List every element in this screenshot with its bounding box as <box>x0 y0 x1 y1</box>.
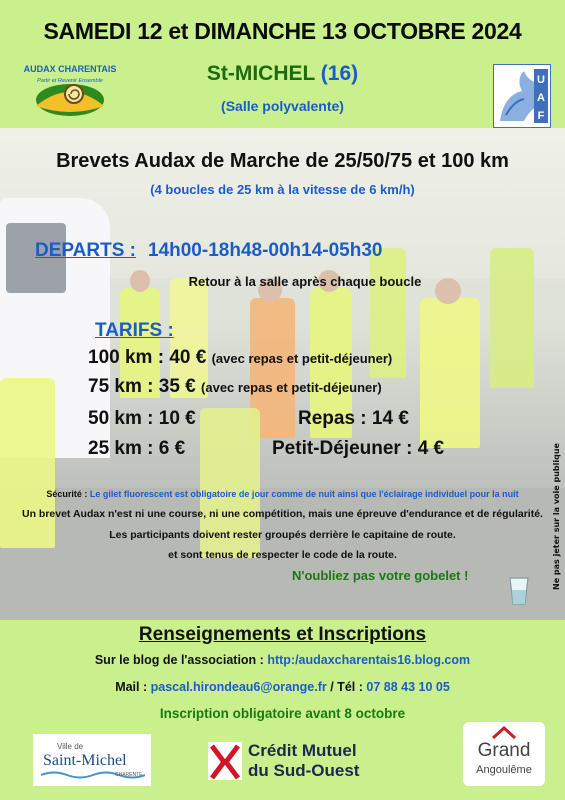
angouleme-text: Angoulême <box>476 764 532 776</box>
inscription-deadline: Inscription obligatoire avant 8 octobre <box>159 706 406 721</box>
rule-line: Les participants doivent rester groupés derrière le capitaine de route. <box>109 529 456 541</box>
tel-link[interactable]: 07 88 43 10 05 <box>366 680 450 694</box>
uaf-logo <box>493 64 551 128</box>
tarif-row <box>88 347 392 369</box>
credit-mutuel-icon <box>208 742 242 780</box>
tarif-note: (avec repas et petit-déjeuner) <box>201 380 382 395</box>
tarifs-label: TARIFS : <box>95 320 174 341</box>
brevets-title: Brevets Audax de Marche de 25/50/75 et 100 km <box>56 150 509 172</box>
tarif-row <box>88 408 196 430</box>
brevets-subtitle: (4 boucles de 25 km à la vitesse de 6 km/h) <box>150 182 415 197</box>
svg-text:AUDAX CHARENTAIS: AUDAX CHARENTAIS <box>23 64 117 74</box>
side-notice: Ne pas jeter sur la voie publique <box>552 443 561 590</box>
svg-text:Partir et Revenir Ensemble: Partir et Revenir Ensemble <box>37 78 103 84</box>
venue-text: (Salle polyvalente) <box>221 98 344 114</box>
mail-link[interactable]: pascal.hirondeau6@orange.fr <box>150 680 327 694</box>
credit-mutuel-line1: Crédit Mutuel <box>248 741 357 760</box>
renseignements-title: Renseignements et Inscriptions <box>138 624 427 645</box>
retour-text: Retour à la salle après chaque boucle <box>188 274 422 289</box>
tel-label: / Tél : <box>330 680 363 694</box>
securite-label: Sécurité : <box>46 489 88 499</box>
grand-angouleme-logo <box>463 722 545 786</box>
departs-label: DEPARTS : <box>35 240 136 261</box>
securite-text: Le gilet fluorescent est obligatoire de jour comme de nuit ainsi que l'éclairage individuel pour la nuit <box>89 489 519 499</box>
departs-times: 14h00-18h48-00h14-05h30 <box>148 240 383 261</box>
saint-michel-small: Ville de <box>57 742 84 751</box>
blog-label: Sur le blog de l'association : <box>94 653 264 667</box>
tarif-price: 25 km : 6 € <box>88 438 186 459</box>
svg-text:U: U <box>537 74 545 86</box>
event-date-heading: SAMEDI 12 et DIMANCHE 13 OCTOBRE 2024 <box>43 18 522 44</box>
blog-link[interactable]: http:/audaxcharentais16.blog.com <box>267 653 471 667</box>
petit-dejeuner-price: Petit-Déjeuner : 4 € <box>272 438 445 459</box>
tarif-row <box>88 376 382 398</box>
mail-label: Mail : <box>115 680 148 694</box>
city-dept: (16) <box>320 62 359 85</box>
gobelet-reminder: N'oubliez pas votre gobelet ! <box>292 568 469 583</box>
tarif-price: 100 km : 40 € <box>88 347 207 368</box>
audax-charentais-logo <box>22 58 118 124</box>
city-name: St-MICHEL <box>206 62 315 85</box>
tarif-row <box>88 438 185 460</box>
tarif-price: 50 km : 10 € <box>88 408 196 429</box>
repas-price: Repas : 14 € <box>298 408 409 429</box>
securite-notice <box>0 489 565 499</box>
chevron-icon <box>491 726 517 740</box>
photo-overlay <box>0 128 565 620</box>
saint-michel-logo <box>33 734 151 786</box>
credit-mutuel-logo <box>208 740 370 782</box>
cup-icon <box>508 576 530 606</box>
tarif-note: (avec repas et petit-déjeuner) <box>211 351 393 366</box>
credit-mutuel-line2: du Sud-Ouest <box>248 761 360 780</box>
saint-michel-name: Saint-Michel <box>43 752 127 769</box>
svg-text:A: A <box>537 92 545 104</box>
blog-line <box>0 653 565 667</box>
svg-text:F: F <box>537 110 545 122</box>
tarif-price: 75 km : 35 € <box>88 376 196 397</box>
mail-line <box>0 680 565 694</box>
grand-text: Grand <box>477 740 531 761</box>
rule-line: et sont tenus de respecter le code de la route. <box>168 549 397 561</box>
saint-michel-sub: CHARENTE <box>115 772 143 778</box>
rule-line: Un brevet Audax n'est ni une course, ni une compétition, mais une épreuve d'endurance et de régularité. <box>22 508 543 520</box>
